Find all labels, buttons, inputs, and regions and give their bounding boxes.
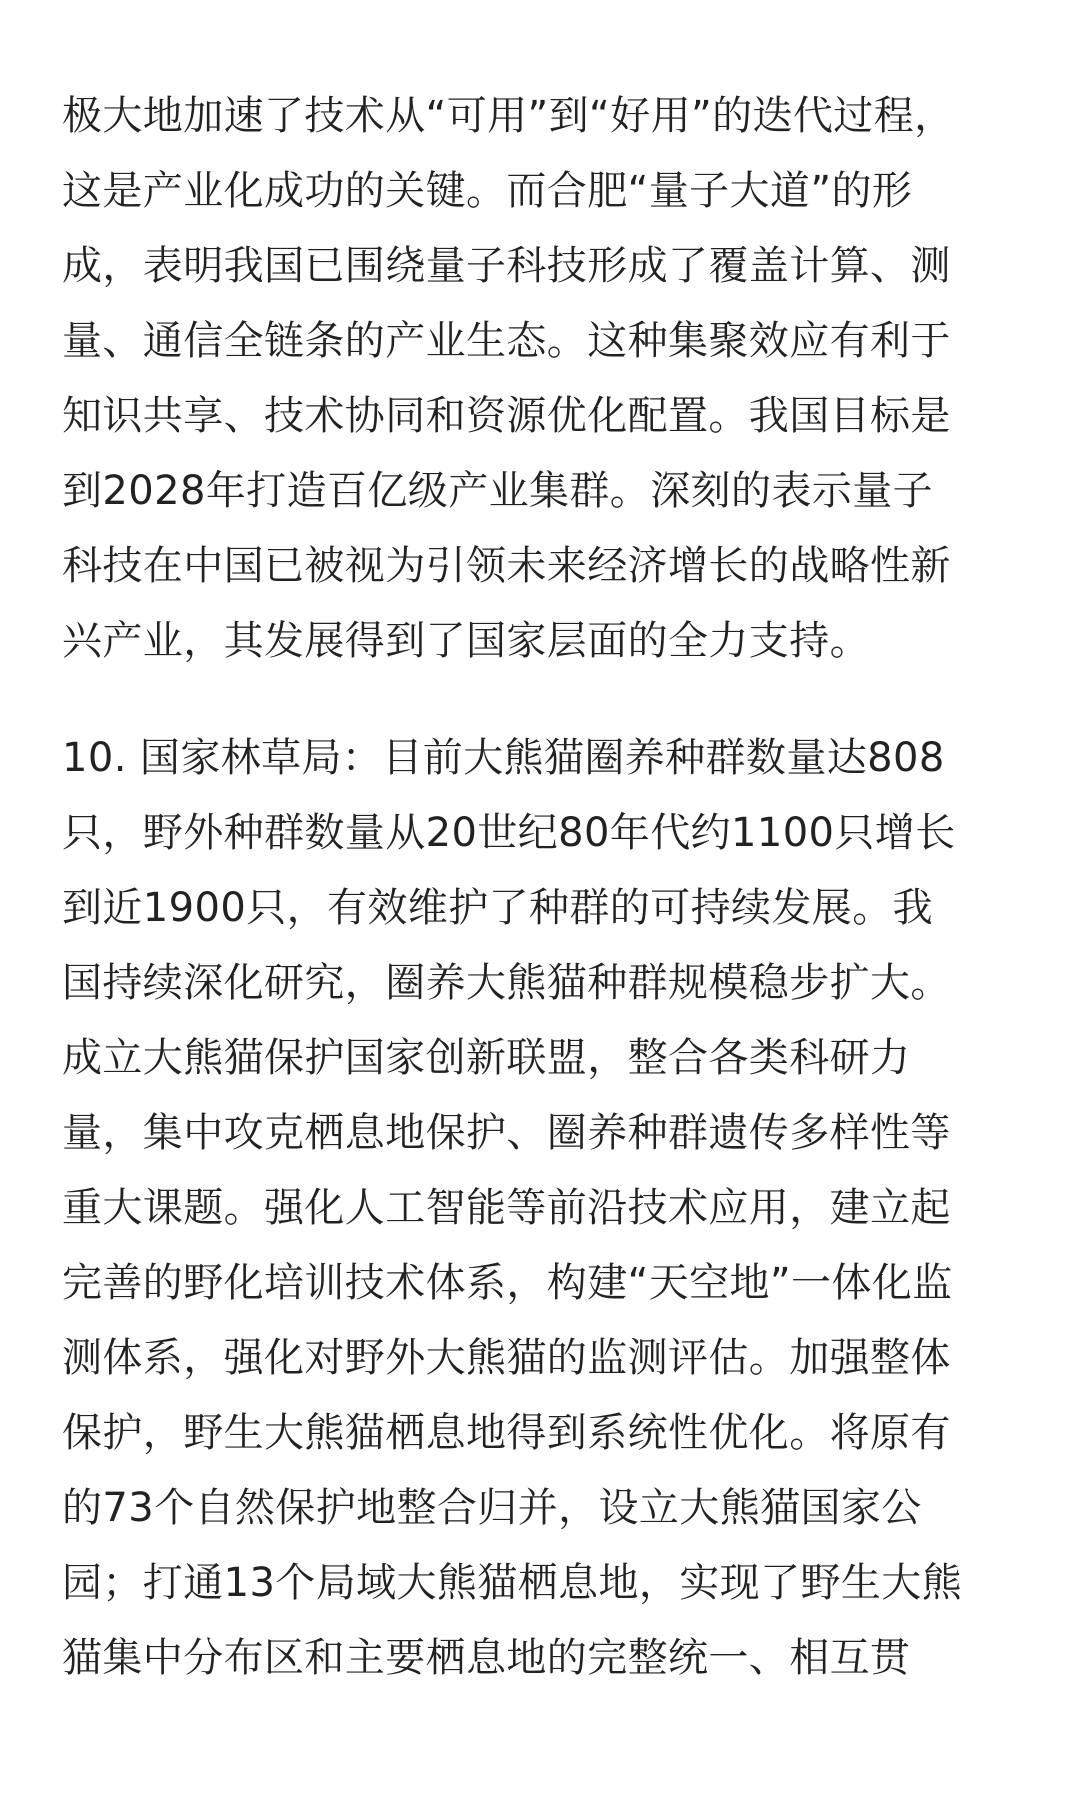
text-line: 的73个自然保护地整合归并，设立大熊猫国家公 [62,1485,922,1531]
paragraph-giant-panda [62,721,1022,1696]
text-line: 兴产业，其发展得到了国家层面的全力支持。 [62,618,870,664]
text-line: 科技在中国已被视为引领未来经济增长的战略性新 [62,543,951,589]
text-line: 10. 国家林草局：目前大熊猫圈养种群数量达808 [62,735,945,781]
text-line: 只，野外种群数量从20世纪80年代约1100只增长 [62,810,956,856]
text-line: 极大地加速了技术从“可用”到“好用”的迭代过程， [62,93,955,139]
text-line: 完善的野化培训技术体系，构建“天空地”一体化监 [62,1260,953,1306]
text-line: 测体系，强化对野外大熊猫的监测评估。加强整体 [62,1335,951,1381]
text-line: 保护，野生大熊猫栖息地得到系统性优化。将原有 [62,1410,951,1456]
text-line: 园；打通13个局域大熊猫栖息地，实现了野生大熊 [62,1560,963,1606]
text-line: 知识共享、技术协同和资源优化配置。我国目标是 [62,393,951,439]
text-line: 到2028年打造百亿级产业集群。深刻的表示量子 [62,468,933,514]
text-line: 国持续深化研究，圈养大熊猫种群规模稳步扩大。 [62,960,951,1006]
article-body [62,79,1022,1696]
text-line: 成立大熊猫保护国家创新联盟，整合各类科研力 [62,1035,911,1081]
text-line: 这是产业化成功的关键。而合肥“量子大道”的形 [62,168,913,214]
text-line: 成，表明我国已围绕量子科技形成了覆盖计算、测 [62,243,951,289]
text-line: 到近1900只，有效维护了种群的可持续发展。我 [62,885,933,931]
paragraph-quantum-industry [62,79,1022,679]
text-line: 重大课题。强化人工智能等前沿技术应用，建立起 [62,1185,951,1231]
text-line: 猫集中分布区和主要栖息地的完整统一、相互贯 [62,1635,911,1681]
text-line: 量、通信全链条的产业生态。这种集聚效应有利于 [62,318,951,364]
text-line: 量，集中攻克栖息地保护、圈养种群遗传多样性等 [62,1110,951,1156]
